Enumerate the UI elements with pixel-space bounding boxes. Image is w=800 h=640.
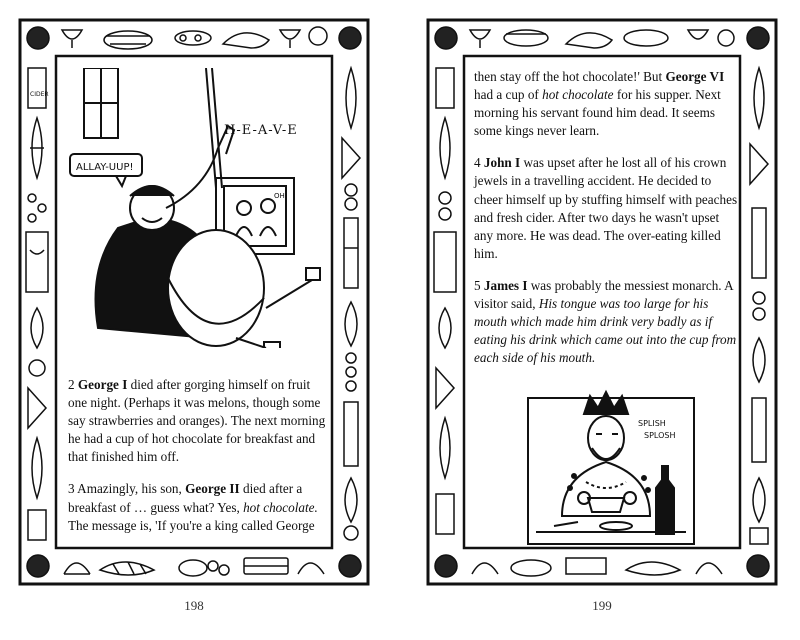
- name-george-i: George I: [77, 377, 128, 392]
- page-number-left: 198: [184, 598, 204, 613]
- name-john-i: John I: [483, 155, 521, 171]
- cider-label: CIDER: [30, 91, 49, 98]
- page-number-right: 199: [592, 598, 612, 613]
- paragraph-george-i: 2 George I died after gorging himself on fruit one night. (Perhaps it was melons, though some say strawberries and oranges). The next morning he had a cup of hot chocolate for breakfast and that finished him off.: [68, 377, 326, 465]
- speech-bubble-text: ALLAY-UUP!: [76, 162, 134, 173]
- george-heave-illustration: [66, 68, 322, 348]
- name-george-ii: George II: [185, 481, 240, 497]
- left-page-text: [68, 376, 330, 549]
- james-drinking-illustration: [526, 386, 696, 546]
- heave-caption: H-E-A-V-E: [224, 123, 298, 138]
- paragraph-george-ii: 3 Amazingly, his son, George II died after a breakfast of … guess what? Yes, hot chocolate. The message is, 'If you're a king called George: [68, 481, 318, 533]
- right-page-text: [474, 68, 740, 381]
- right-page: [426, 18, 778, 586]
- paragraph-george-vi: then stay off the hot chocolate!' But George VI had a cup of hot chocolate for his supper. Next morning his servant found him dead. It seems some kings never learn.: [474, 69, 725, 139]
- paragraph-james-i: 5 James I was probably the messiest monarch. A visitor said, His tongue was too large for his mouth which made him drink very badly as if eating his drink which came out into the cup from each side of his mouth.: [474, 277, 737, 366]
- left-page: [18, 18, 370, 586]
- paragraph-john-i: 4 John I was upset after he lost all of his crown jewels in a travelling accident. He decided to cheer himself up by stuffing himself with peaches and fresh cider. After two days he wasn't upset any more. He was dead. The over-eating killed him.: [474, 155, 738, 261]
- name-george-vi: George VI: [665, 69, 725, 84]
- name-james-i: James I: [483, 277, 528, 293]
- picture-speech: OH: [274, 192, 285, 200]
- sfx-splosh: SPLOSH: [644, 431, 676, 440]
- sfx-splish: SPLISH: [638, 419, 666, 428]
